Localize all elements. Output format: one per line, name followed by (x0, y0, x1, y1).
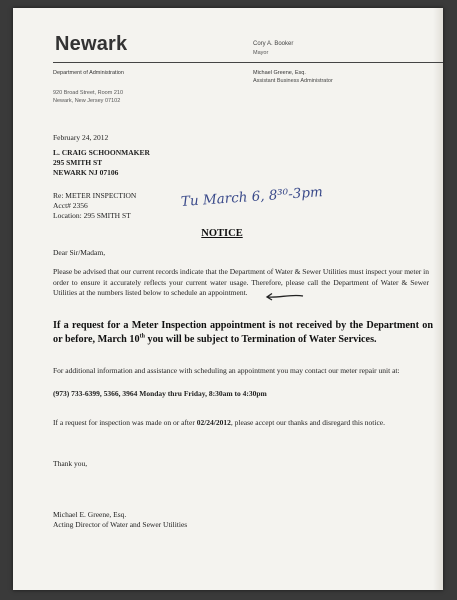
arrow-mark-icon (265, 292, 305, 302)
re-line: Re: METER INSPECTION (53, 191, 137, 200)
account-line: Acct# 2356 (53, 201, 88, 210)
paragraph-3-text-2: , please accept our thanks and disregard this notice. (230, 418, 385, 427)
signer-title: Acting Director of Water and Sewer Utilities (53, 520, 188, 529)
salutation: Dear Sir/Madam, (53, 248, 106, 257)
paragraph-3-date: 02/24/2012 (196, 418, 231, 427)
warning-superscript: th (139, 333, 145, 340)
recipient-street: 295 SMITH ST (53, 158, 103, 167)
assistant-title: Assistant Business Administrator (253, 78, 333, 84)
notice-title: NOTICE (201, 228, 243, 239)
mayor-title: Mayor (253, 50, 269, 56)
paper-edge-shadow (433, 8, 443, 590)
assistant-name: Michael Greene, Esq. (253, 70, 306, 76)
signer-name: Michael E. Greene, Esq. (53, 510, 127, 519)
letter-date: February 24, 2012 (53, 133, 109, 142)
mayor-name: Cory A. Booker (253, 41, 294, 47)
paragraph-2: For additional information and assistance with scheduling an appointment you may contact our meter repair unit at: (53, 366, 400, 375)
warning-text-2: you will be subject to Termination of Water Services. (144, 333, 377, 345)
org-name: Newark (55, 33, 128, 55)
paragraph-3 (53, 418, 429, 429)
recipient-name: L. CRAIG SCHOONMAKER (53, 148, 150, 157)
paragraph-1: Please be advised that our current records indicate that the Department of Water & Sewer Utilities must inspect your meter in order to ensure it accurately reflects your current water usage. Therefore, please call the Department of Water & Sewer Utilities at the numbers listed below to schedule an appointment. (53, 267, 429, 297)
termination-warning (53, 319, 433, 346)
closing: Thank you, (53, 459, 88, 468)
location-line: Location: 295 SMITH ST (53, 211, 131, 220)
address-line-1: 920 Broad Street, Room 210 (53, 90, 124, 96)
letter-page (13, 8, 443, 590)
paragraph-3-text-1: If a request for inspection was made on or after (53, 418, 197, 427)
address-line-2: Newark, New Jersey 07102 (53, 98, 121, 104)
handwritten-note: Tu March 6, 8³⁰-3pm (180, 184, 324, 210)
header-rule (53, 62, 443, 63)
phone-line: (973) 733-6399, 5366, 3964 Monday thru Friday, 8:30am to 4:30pm (53, 389, 267, 398)
department-name: Department of Administration (53, 70, 124, 76)
warning-text-1: If a request for a Meter Inspection appointment is not received by the Department on or before, March 10 (53, 320, 433, 345)
recipient-city: NEWARK NJ 07106 (53, 168, 119, 177)
